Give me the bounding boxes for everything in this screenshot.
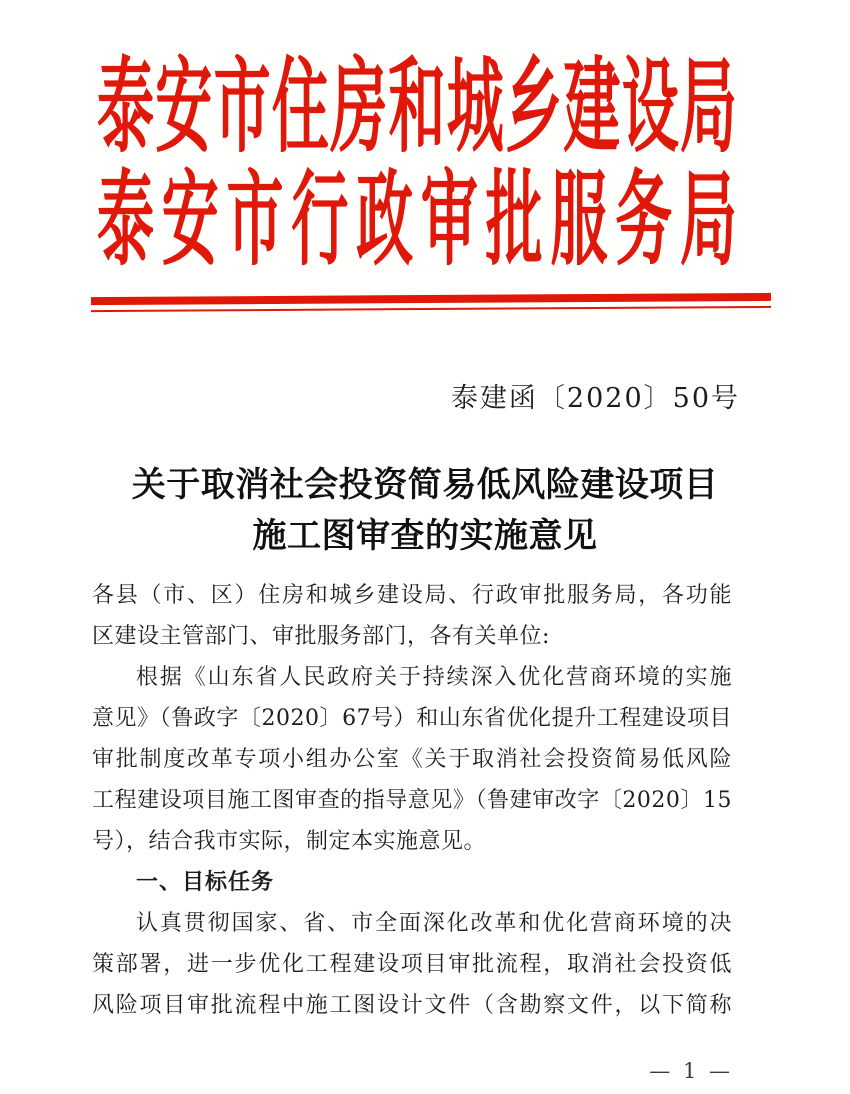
body-line: 意见》（鲁政字〔2020〕67号）和山东省优化提升工程建设项目 — [92, 706, 732, 731]
body-line: 工程建设项目施工图审查的指导意见》（鲁建审改字〔2020〕15 — [92, 788, 732, 813]
document-title — [0, 460, 850, 562]
body-line: 根据《山东省人民政府关于持续深入优化营商环境的实施 — [136, 665, 732, 690]
body-line: 认真贯彻国家、省、市全面深化改革和优化营商环境的决 — [136, 911, 732, 936]
body-line: 风险项目审批流程中施工图设计文件（含勘察文件，以下简称 — [92, 993, 732, 1018]
document-number: 泰建函〔2020〕50号 — [450, 383, 740, 414]
body-line: 策部署，进一步优化工程建设项目审批流程，取消社会投资低 — [92, 952, 732, 977]
document-title-line-2: 施工图审查的实施意见 — [252, 516, 598, 556]
body-line: 号），结合我市实际，制定本实施意见。 — [92, 829, 487, 854]
page-number: — 1 — — [649, 1059, 733, 1083]
letterhead — [97, 46, 737, 281]
letterhead-org-2: 泰安市行政审批服务局 — [97, 159, 737, 281]
body-line: 审批制度改革专项小组办公室《关于取消社会投资简易低风险 — [92, 747, 732, 772]
document-title-line-1: 关于取消社会投资简易低风险建设项目 — [131, 465, 719, 505]
letterhead-org-1: 泰安市住房和城乡建设局 — [97, 46, 737, 167]
divider-thick-bar — [91, 293, 771, 305]
letterhead-divider — [91, 295, 771, 315]
body-section-heading: 一、目标任务 — [136, 869, 275, 895]
divider-thin-line — [91, 306, 771, 312]
body-line: 各县（市、区）住房和城乡建设局、行政审批服务局，各功能 — [92, 583, 732, 608]
document-body — [92, 575, 732, 1026]
body-line: 区建设主管部门、审批服务部门，各有关单位: — [92, 624, 550, 649]
